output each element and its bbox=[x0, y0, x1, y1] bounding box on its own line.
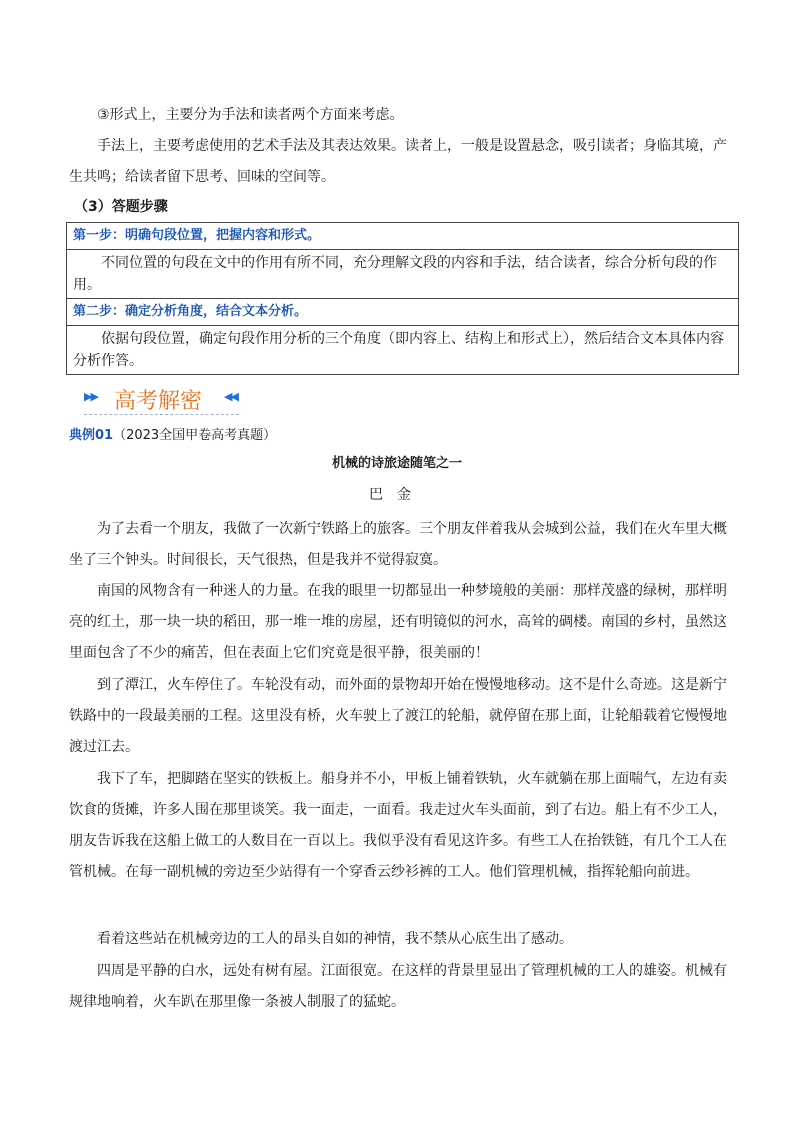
example-source: （2023全国甲卷高考真题） bbox=[113, 428, 277, 443]
form-detail-paragraph: 手法上，主要考虑使用的艺术手法及其表达效果。读者上，一般是设置悬念，吸引读者；身临其境，产生共鸣；给读者留下思考、回味的空间等。 bbox=[69, 138, 727, 185]
example-label bbox=[69, 424, 276, 443]
article-paragraph-2: 南国的风物含有一种迷人的力量。在我的眼里一切都显出一种梦境般的美丽：那样茂盛的绿树，那样明亮的红土，那一块一块的稻田，那一堆一堆的房屋，还有明镜似的河水，高耸的碉楼。南国的乡村，虽然这里面包含了不少的痛苦，但在表面上它们究竟是很平静，很美丽的！ bbox=[69, 583, 727, 661]
double-arrow-left-icon: ◀◀ bbox=[224, 390, 237, 403]
section-header bbox=[84, 384, 254, 416]
section-title: 高考解密 bbox=[114, 389, 203, 414]
example-number: 典例01 bbox=[69, 428, 114, 443]
step-1-body: 不同位置的句段在文中的作用有所不同，充分理解文段的内容和手法，结合读者，综合分析句段的作用。 bbox=[67, 250, 739, 299]
steps-heading: （3）答题步骤 bbox=[74, 199, 168, 215]
step-1-head: 第一步：明确句段位置，把握内容和形式。 bbox=[67, 223, 739, 250]
article-paragraph-6: 四周是平静的白水，远处有树有屋。江面很宽。在这样的背景里显出了管理机械的工人的雄姿。机械有规律地响着，火车趴在那里像一条被人制服了的猛蛇。 bbox=[69, 963, 727, 1010]
step-2-body: 依据句段位置，确定句段作用分析的三个角度（即内容上、结构上和形式上），然后结合文本具体内容分析作答。 bbox=[67, 326, 739, 375]
steps-table bbox=[66, 222, 739, 375]
article-author: 巴金 bbox=[369, 487, 425, 503]
step-2-head: 第二步：确定分析角度，结合文本分析。 bbox=[67, 299, 739, 326]
article-paragraph-3: 到了潭江，火车停住了。车轮没有动，而外面的景物却开始在慢慢地移动。这不是什么奇迹。这是新宁铁路中的一段最美丽的工程。这里没有桥，火车驶上了渡江的轮船，就停留在那上面，让轮船载着它慢慢地渡过江去。 bbox=[69, 677, 727, 755]
article-paragraph-4: 我下了车，把脚踏在坚实的铁板上。船身并不小，甲板上铺着铁轨，火车就躺在那上面喘气，左边有卖饮食的货摊，许多人围在那里谈笑。我一面走，一面看。我走过火车头面前，到了右边。船上有不少工人，朋友告诉我在这船上做工的人数目在一百以上。我似乎没有看见这许多。有些工人在抬铁链，有几个工人在管机械。在每一副机械的旁边至少站得有一个穿香云纱衫裤的工人。他们管理机械，指挥轮船向前进。 bbox=[69, 771, 727, 880]
section-underline bbox=[84, 414, 239, 415]
form-point-paragraph: ③形式上，主要分为手法和读者两个方面来考虑。 bbox=[97, 107, 404, 123]
double-arrow-right-icon: ▶▶ bbox=[84, 390, 97, 403]
article-paragraph-1: 为了去看一个朋友，我做了一次新宁铁路上的旅客。三个朋友伴着我从会城到公益，我们在火车里大概坐了三个钟头。时间很长，天气很热，但是我并不觉得寂寞。 bbox=[69, 521, 727, 568]
article-title: 机械的诗旅途随笔之一 bbox=[331, 456, 462, 471]
article-paragraph-5: 看着这些站在机械旁边的工人的昂头自如的神情，我不禁从心底生出了感动。 bbox=[97, 931, 573, 947]
